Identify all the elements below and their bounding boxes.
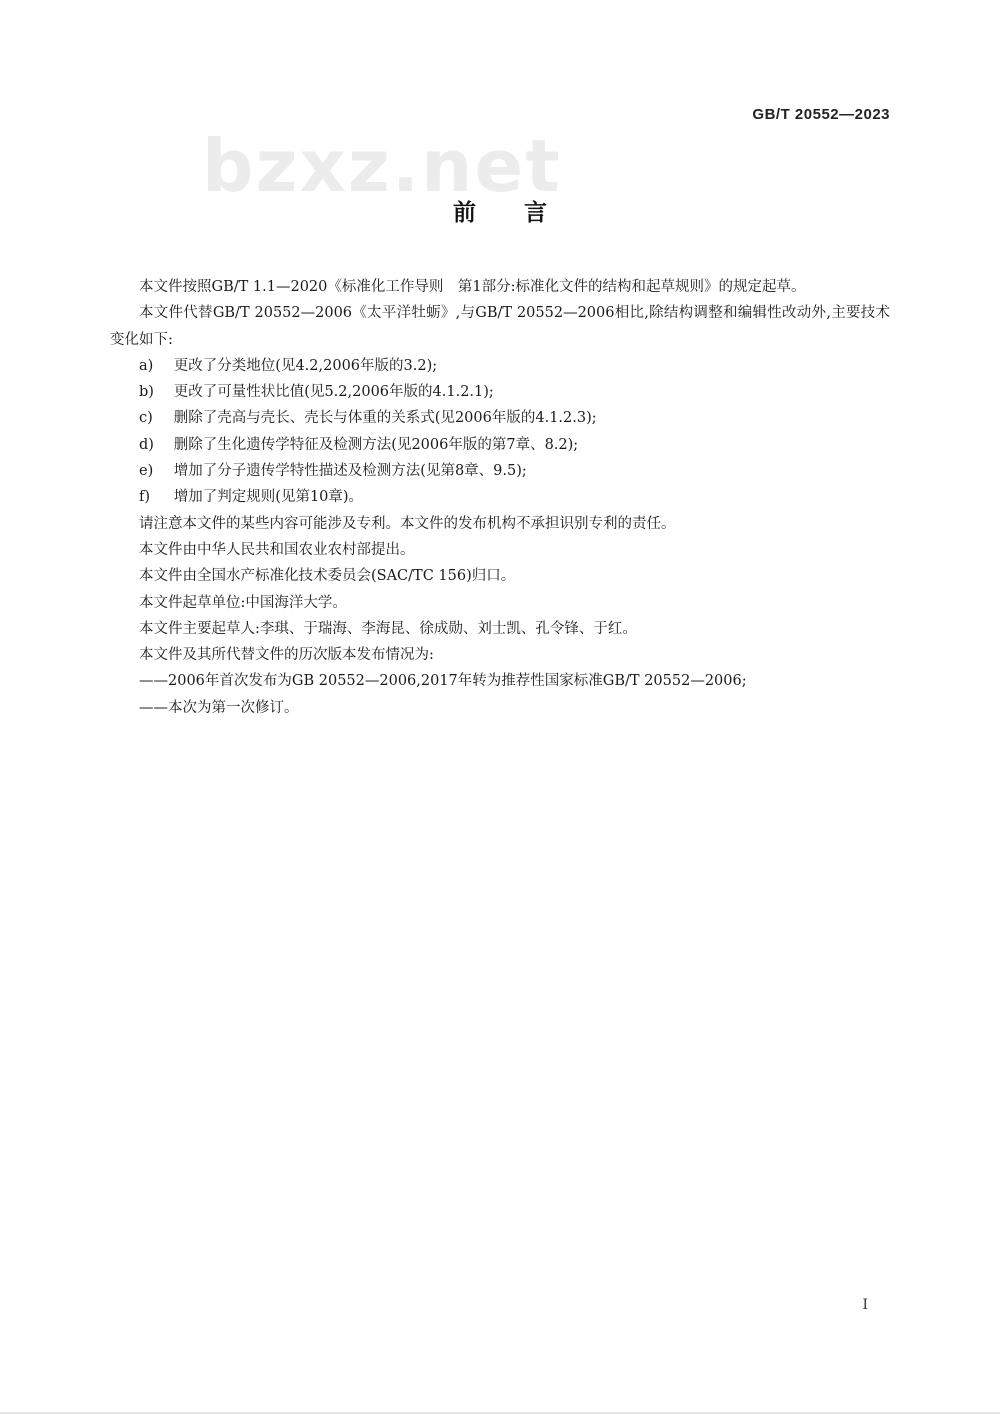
paragraph-centralized-by: 本文件由全国水产标准化技术委员会(SAC/TC 156)归口。: [139, 568, 516, 585]
list-item: [110, 458, 890, 484]
changes-list: [110, 353, 890, 511]
list-item-text: 更改了可量性状比值(见5.2,2006年版的4.1.2.1);: [173, 384, 494, 401]
list-item-mark: e): [139, 463, 154, 480]
list-item-mark: a): [139, 357, 154, 374]
list-item-text: 删除了壳高与壳长、壳长与体重的关系式(见2006年版的4.1.2.3);: [173, 410, 597, 427]
page-bottom-edge: [0, 1412, 1000, 1414]
list-item: [110, 353, 890, 379]
history-item: ——本次为第一次修订。: [139, 699, 299, 716]
list-item-text: 更改了分类地位(见4.2,2006年版的3.2);: [173, 357, 438, 374]
list-item: [110, 484, 890, 510]
paragraph-history-intro: 本文件及其所代替文件的历次版本发布情况为:: [139, 647, 434, 664]
paragraph-proposed-by: 本文件由中华人民共和国农业农村部提出。: [139, 541, 415, 558]
page-title: 前言: [453, 200, 595, 226]
list-item-text: 删除了生化遗传学特征及检测方法(见2006年版的第7章、8.2);: [173, 436, 579, 453]
list-item-mark: d): [139, 436, 154, 453]
watermark-logo: bzxz.net: [202, 124, 562, 208]
history-list: [110, 668, 890, 721]
list-item-text: 增加了判定规则(见第10章)。: [173, 489, 364, 506]
list-item-mark: c): [139, 410, 153, 427]
history-item: ——2006年首次发布为GB 20552—2006,2017年转为推荐性国家标准GB/T 20552—2006;: [139, 673, 747, 690]
foreword-body: [110, 274, 890, 721]
list-item: [110, 432, 890, 458]
paragraph-replaces: 本文件代替GB/T 20552—2006《太平洋牡蛎》,与GB/T 20552—2006相比,除结构调整和编辑性改动外,主要技术变化如下:: [110, 305, 890, 348]
list-item-mark: f): [139, 489, 151, 506]
paragraph-patent-notice: 请注意本文件的某些内容可能涉及专利。本文件的发布机构不承担识别专利的责任。: [139, 515, 676, 532]
page-number: I: [862, 1297, 868, 1313]
list-item: [110, 405, 890, 431]
paragraph-drafting-unit: 本文件起草单位:中国海洋大学。: [139, 594, 347, 611]
list-item: [110, 379, 890, 405]
paragraph-drafters: 本文件主要起草人:李琪、于瑞海、李海昆、徐成勋、刘士凯、孔令锋、于红。: [139, 620, 637, 637]
standard-number: GB/T 20552—2023: [752, 106, 890, 123]
list-item-mark: b): [139, 384, 154, 401]
paragraph-drafting-rules: 本文件按照GB/T 1.1—2020《标准化工作导则 第1部分:标准化文件的结构和起草规则》的规定起草。: [139, 279, 806, 295]
list-item-text: 增加了分子遗传学特性描述及检测方法(见第8章、9.5);: [173, 463, 527, 480]
